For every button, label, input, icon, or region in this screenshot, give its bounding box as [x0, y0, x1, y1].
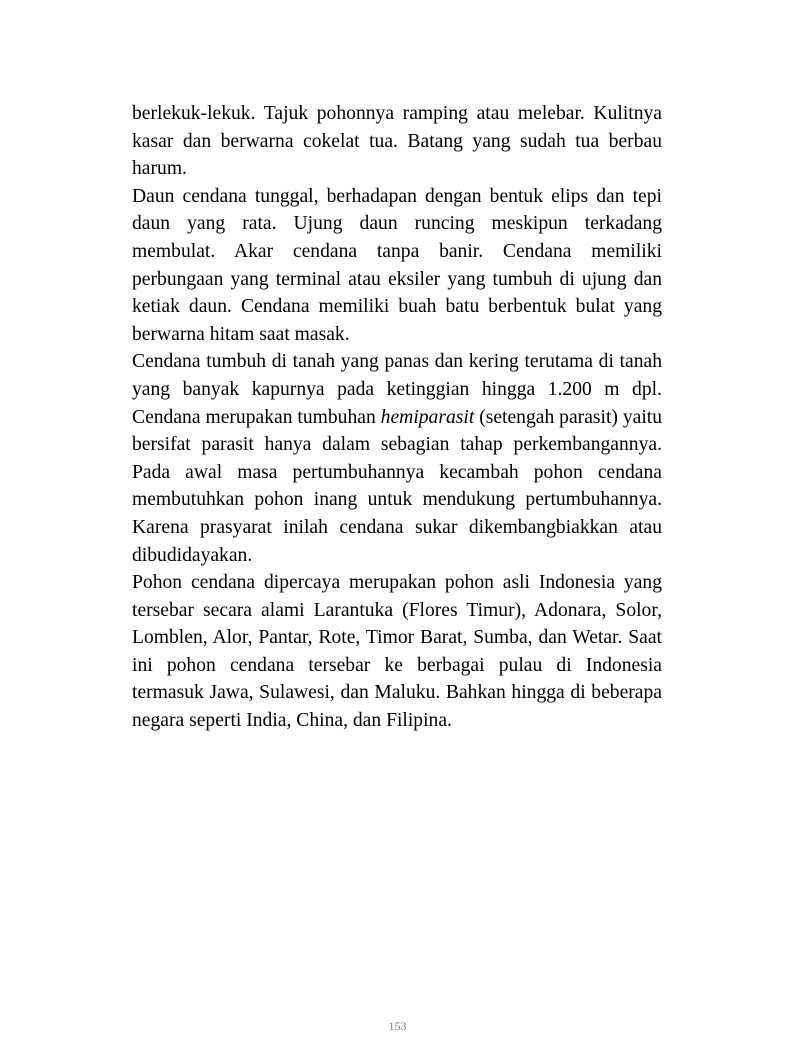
paragraph-1: berlekuk-lekuk. Tajuk pohonnya ramping atau melebar. Kulitnya kasar dan berwarna cokelat tua. Batang yang sudah tua berbau harum.	[132, 103, 662, 180]
paragraph-4: Pohon cendana dipercaya merupakan pohon asli Indonesia yang tersebar secara alami Larantuka (Flores Timur), Adonara, Solor, Lomblen, Alor, Pantar, Rote, Timor Barat, Sumba, dan Wetar. Saat ini pohon cendana tersebar ke berbagai pulau di Indonesia termasuk Jawa, Sulawesi, dan Maluku. Bahkan hingga di beberapa negara seperti India, China, dan Filipina.	[132, 572, 662, 732]
italic-term-hemiparasit: hemiparasit	[380, 406, 475, 428]
paragraph-3-text-start: Cendana tumbuh di tanah yang panas dan kering terutama di tanah yang banyak kapurnya pada ketinggian hingga 1.200 m dpl. Cendana merupakan tumbuhan	[132, 351, 662, 428]
page-number: 153	[388, 1019, 407, 1033]
paragraph-3-text-end: (setengah parasit) yaitu bersifat parasit hanya dalam sebagian tahap perkembangannya. Pada awal masa pertumbuhannya kecambah pohon cendana membutuhkan pohon inang untuk mendukung pertumbuhannya. Karena prasyarat inilah cendana sukar dikembangbiakkan atau dibudidayakan.	[132, 406, 663, 566]
paragraph-3	[132, 348, 662, 569]
paragraph-2: Daun cendana tunggal, berhadapan dengan bentuk elips dan tepi daun yang rata. Ujung daun runcing meskipun terkadang membulat. Akar cendana tanpa banir. Cendana memiliki perbungaan yang terminal atau eksiler yang tumbuh di ujung dan ketiak daun. Cendana memiliki buah batu berbentuk bulat yang berwarna hitam saat masak.	[132, 185, 662, 345]
body-text	[132, 100, 662, 735]
